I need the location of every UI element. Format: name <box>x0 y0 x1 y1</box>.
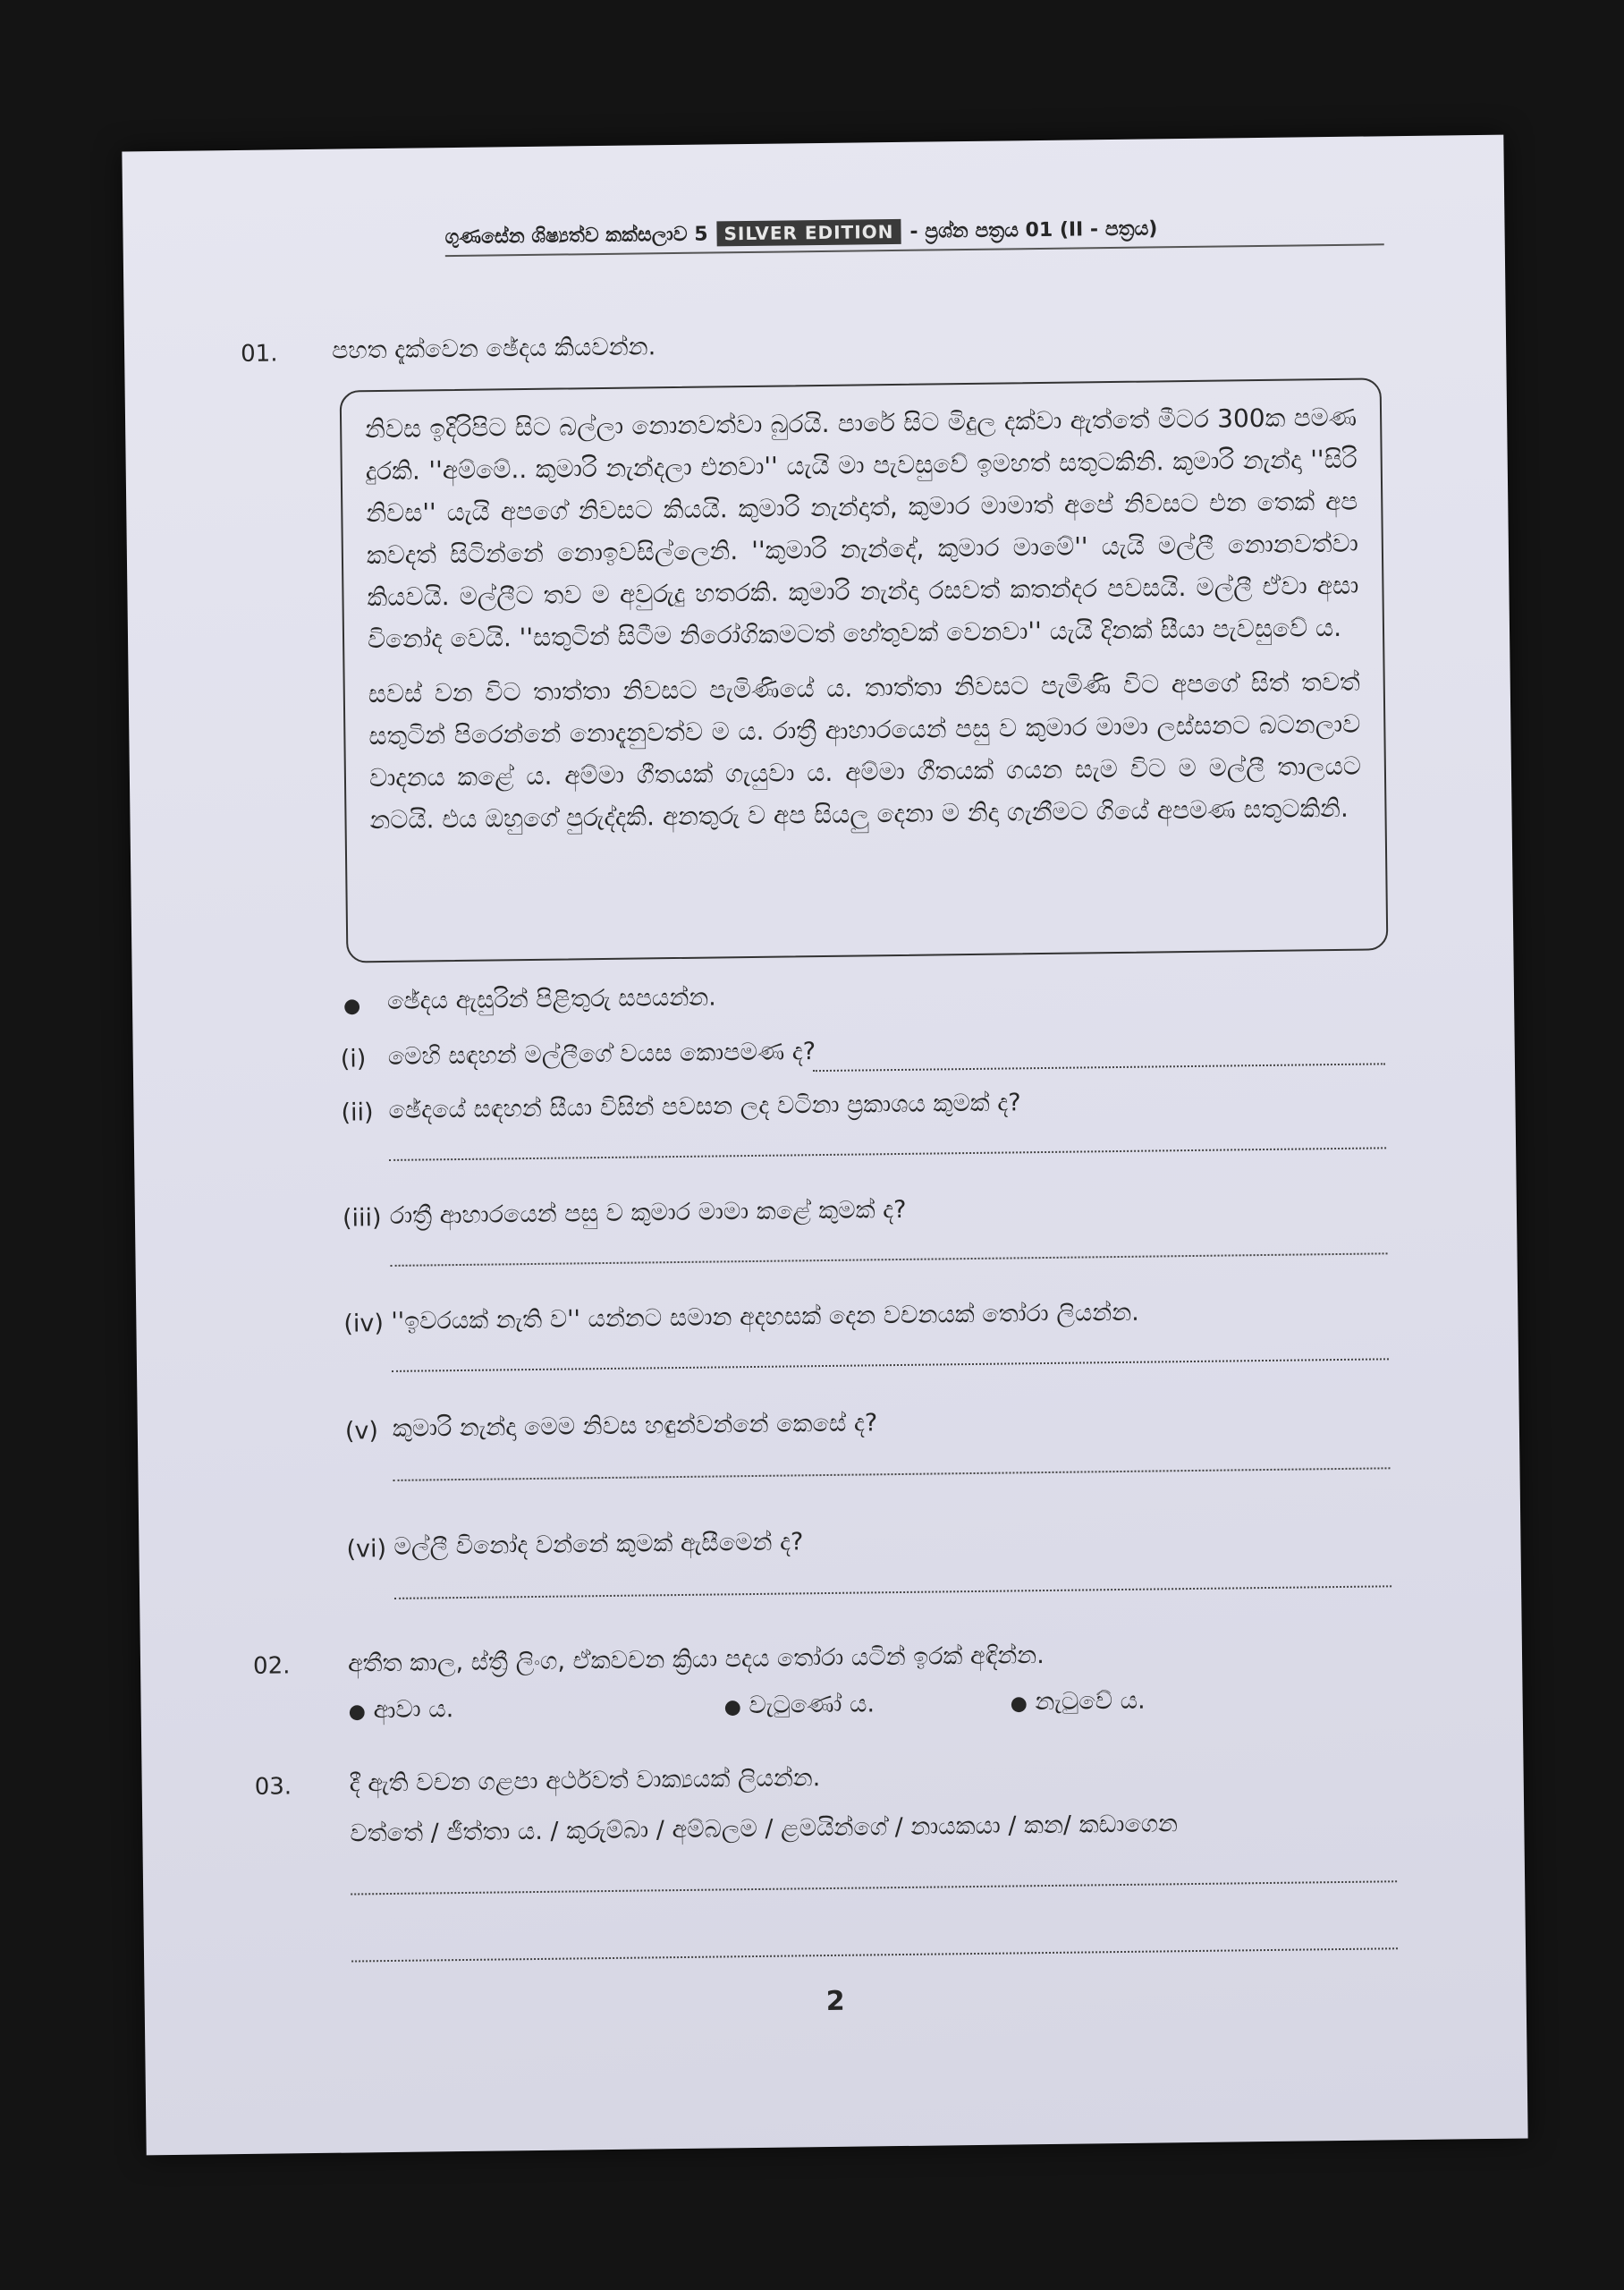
series-title: ගුණසේන ශිෂ්‍යත්ව කක්සලාව 5 <box>444 223 708 249</box>
exam-page <box>122 135 1527 2156</box>
bullet-icon: ● <box>343 995 361 1018</box>
question-v-number: (v) <box>344 1417 379 1446</box>
answer-line-ii[interactable] <box>389 1147 1386 1161</box>
answer-line-i[interactable] <box>813 1063 1385 1072</box>
question-2-number: 02. <box>252 1652 291 1680</box>
reading-passage <box>340 377 1389 963</box>
sub-instruction: ඡේදය ඇසුරින් පිළිතුරු සපයන්න. <box>386 983 716 1015</box>
page-number: 2 <box>825 1985 845 2018</box>
option-2[interactable] <box>723 1689 1010 1721</box>
question-2-options <box>348 1684 1394 1725</box>
question-i-text: මෙහි සඳහන් මල්ලීගේ වයස කොපමණ ද? <box>387 1038 816 1071</box>
question-ii-number: (ii) <box>341 1098 374 1127</box>
bullet-icon: ● <box>1010 1692 1028 1716</box>
question-i-number: (i) <box>340 1045 367 1073</box>
question-iii-text: රාත්‍රී ආහාරයෙන් පසු ව කුමාර මාමා කළේ කුමක් ද? <box>389 1195 907 1230</box>
option-3-text: නැටුවේ ය. <box>1035 1686 1146 1717</box>
passage-paragraph-1: නිවස ඉදිරිපිට සිට බල්ලා නොනවත්වා බුරයි. පාරේ සිට මිදුල දක්වා ඇත්තේ මීටර 300ක පමණ දුරකි. ''අම්මේ.. කුමාරි නැන්දලා එනවා'' යැයි මා පැවසුවේ ඉමහත් සතුටකිනි. කුමාරි නැන්දා ''සිරි නිවස'' යැයි අපගේ නිවසට කියයි. කුමාරි නැන්දාත්, කුමාර මාමාත් අපේ නිවසට එන තෙක් අප කවදත් සිටින්නේ නොඉවසිල්ලෙනි. ''කුමාරි නැන්දේ, කුමාර මාමේ'' යැයි මල්ලී නොනවත්වා කියවයි. මල්ලීට තව ම අවුරුදු හතරකි. කුමාරි නැන්දා රසවත් කතන්දර පවසයි. මල්ලී ඒවා අසා විනෝද වෙයි. ''සතුටින් සිටීම නිරෝගිකමටත් හේතුවක් වෙනවා'' යැයි දිනක් සීයා පැවසුවේ ය. <box>364 402 1359 655</box>
question-3-words: වත්තේ / ජීත්තා ය. / කුරුම්බා / අම්බලම / ළමයින්ගේ / නායකයා / කන/ කඩාගෙන <box>350 1810 1179 1848</box>
question-iii-number: (iii) <box>342 1204 382 1233</box>
question-1-instruction: පහත දැක්වෙන ඡේදය කියවන්න. <box>331 333 656 365</box>
edition-badge: SILVER EDITION <box>716 219 901 247</box>
question-vi-number: (vi) <box>346 1535 387 1564</box>
bullet-icon: ● <box>723 1696 742 1719</box>
answer-line-v[interactable] <box>393 1467 1391 1481</box>
question-ii-text: ඡේදයේ සඳහන් සීයා විසින් පවසන ලද වටිනා ප්‍රකාශය කුමක් ද? <box>388 1089 1021 1124</box>
page-header <box>444 208 1383 257</box>
option-1-text: ආවා ය. <box>373 1695 454 1725</box>
option-1[interactable] <box>348 1692 723 1725</box>
question-2-instruction: අතීත කාල, ස්ත්‍රී ලිංග, ඒකවචන ක්‍රියා පදය තෝරා යටින් ඉරක් අඳින්න. <box>347 1641 1045 1678</box>
question-v-text: කුමාරි නැන්දා මෙම නිවස හඳුන්වන්නේ කෙසේ ද? <box>392 1409 878 1443</box>
option-2-text: වැටුණෝ ය. <box>749 1690 875 1720</box>
passage-paragraph-2: සවස් වන විට තාත්තා නිවසට පැමිණියේ ය. තාත්තා නිවසට පැමිණි විට අපගේ සිත් තවත් සතුටින් පිරෙන්නේ නොදැනුවත්ව ම ය. රාත්‍රී ආහාරයෙන් පසු ව කුමාර මාමා ලස්සනට බටනලාව වාදනය කළේ ය. අම්මා ගීතයක් ගැයුවා ය. අම්මා ගීතයක් ගයන සැම විට ම මල්ලී තාලයට නටයි. එය ඔහුගේ පුරුද්දකි. අනතුරු ව අප සියලු දෙනා ම නිදා ගැනීමට ගියේ අපමණ සතුටකිනි. <box>368 666 1362 835</box>
answer-line-iv[interactable] <box>392 1358 1389 1372</box>
question-vi-text: මල්ලී විනෝද වන්නේ කුමක් ඇසීමෙන් ද? <box>393 1528 804 1561</box>
question-iv-text: ''ඉවරයක් නැති ව'' යන්නට සමාන අදහසක් දෙන වචනයක් තෝරා ලියන්න. <box>391 1298 1139 1336</box>
option-3[interactable] <box>1010 1687 1145 1718</box>
question-3-instruction: දී ඇති වචන ගළපා අර්ථවත් වාක්‍යයක් ලියන්න. <box>349 1764 821 1798</box>
answer-line-vi[interactable] <box>394 1585 1391 1599</box>
question-1-number: 01. <box>240 340 278 368</box>
answer-line-q3-1[interactable] <box>351 1880 1397 1895</box>
question-iv-number: (iv) <box>343 1310 385 1338</box>
answer-line-iii[interactable] <box>391 1252 1388 1267</box>
bullet-icon: ● <box>348 1701 367 1724</box>
answer-line-q3-2[interactable] <box>351 1947 1398 1962</box>
question-3-number: 03. <box>254 1773 292 1801</box>
paper-title: - ප්‍රශ්න පත්‍රය 01 (II - පත්‍රය) <box>909 216 1158 243</box>
